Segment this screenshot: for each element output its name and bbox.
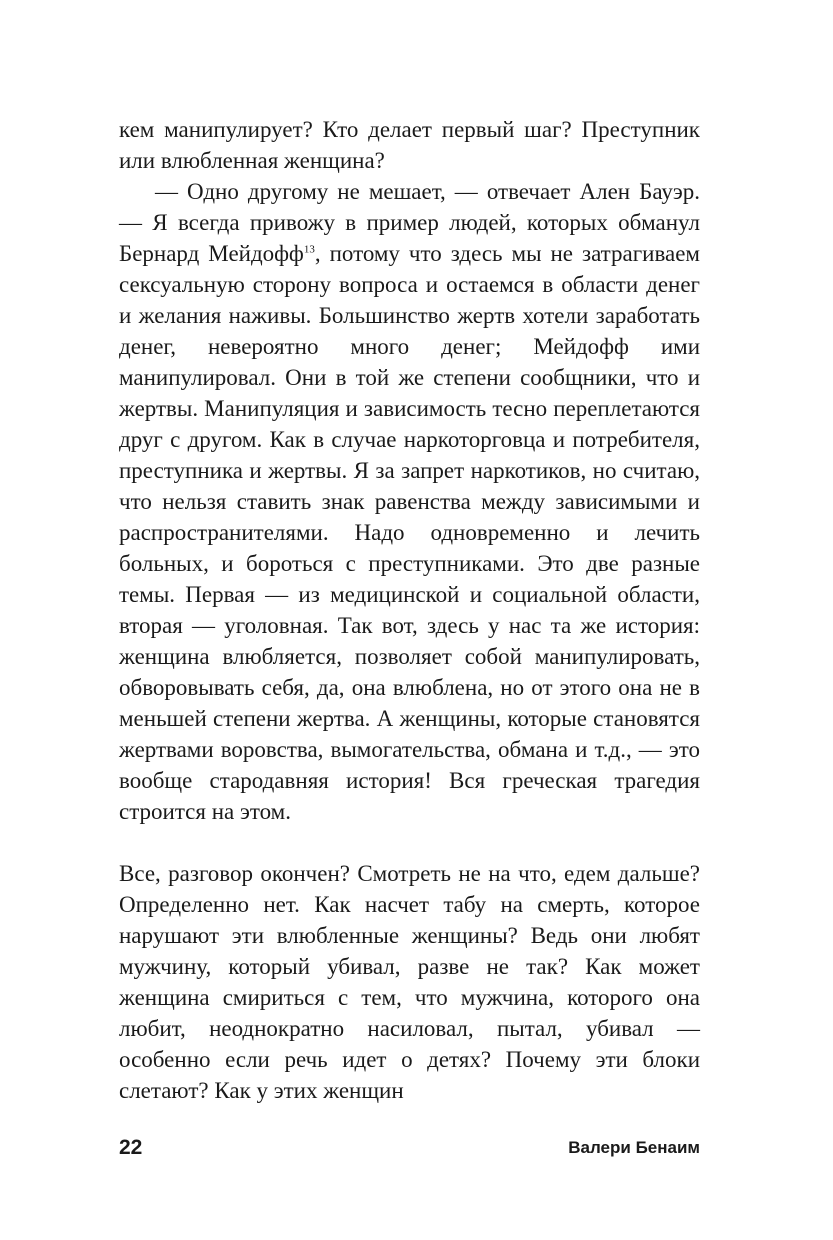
paragraph-narration: Все, разговор окончен? Смотреть не на что, едем дальше? Определенно нет. Как насчет табу на смерть, которое нарушают эти влюбленные женщины? Ведь они любят мужчину, который убивал, разве не так? Как может женщина смириться с тем, что мужчина, которого она любит, неоднократно насиловал, пытал, убивал — особенно если речь идет о детях? Почему эти блоки слетают? Как у этих женщин [119,861,700,1103]
page-footer [119,1136,700,1162]
paragraph-continuation: кем манипулирует? Кто делает первый шаг? Преступник или влюбленная женщина? [119,117,700,173]
dialogue-text-end: , потому что здесь мы не затрагиваем сексуальную сторону вопроса и остаемся в области денег и желания наживы. Большинство жертв хотели заработать денег, невероятно много денег; Мейдофф ими манипулировал. Они в той же степени сообщники, что и жертвы. Манипуляция и зависимость тесно переплетаются друг с другом. Как в случае наркоторговца и потребителя, преступника и жертвы. Я за запрет наркотиков, но считаю, что нельзя ставить знак равенства между зависимыми и распространителями. Надо одновременно и лечить больных, и бороться с преступниками. Это две разные темы. Первая — из медицинской и социальной области, вторая — уголовная. Так вот, здесь у нас та же история: женщина влюбляется, позволяет собой манипулировать, обворовывать себя, да, она влюблена, но от этого она не в меньшей степени жертва. А женщины, которые становятся жертвами воровства, вымогательства, обмана и т.д., — это вообще стародавняя история! Вся греческая трагедия строится на этом. [119,241,700,824]
running-footer-author: Валери Бенаим [568,1138,700,1157]
page-number: 22 [119,1136,143,1159]
paragraph-dialogue [119,176,700,827]
dialogue-text-start: — Одно другому не мешает, — отвечает Ален Бауэр. — Я всегда привожу в пример людей, которых обманул Бернард Мейдофф [119,179,700,266]
footnote-reference[interactable]: 13 [303,243,315,256]
body-text [119,114,700,1106]
